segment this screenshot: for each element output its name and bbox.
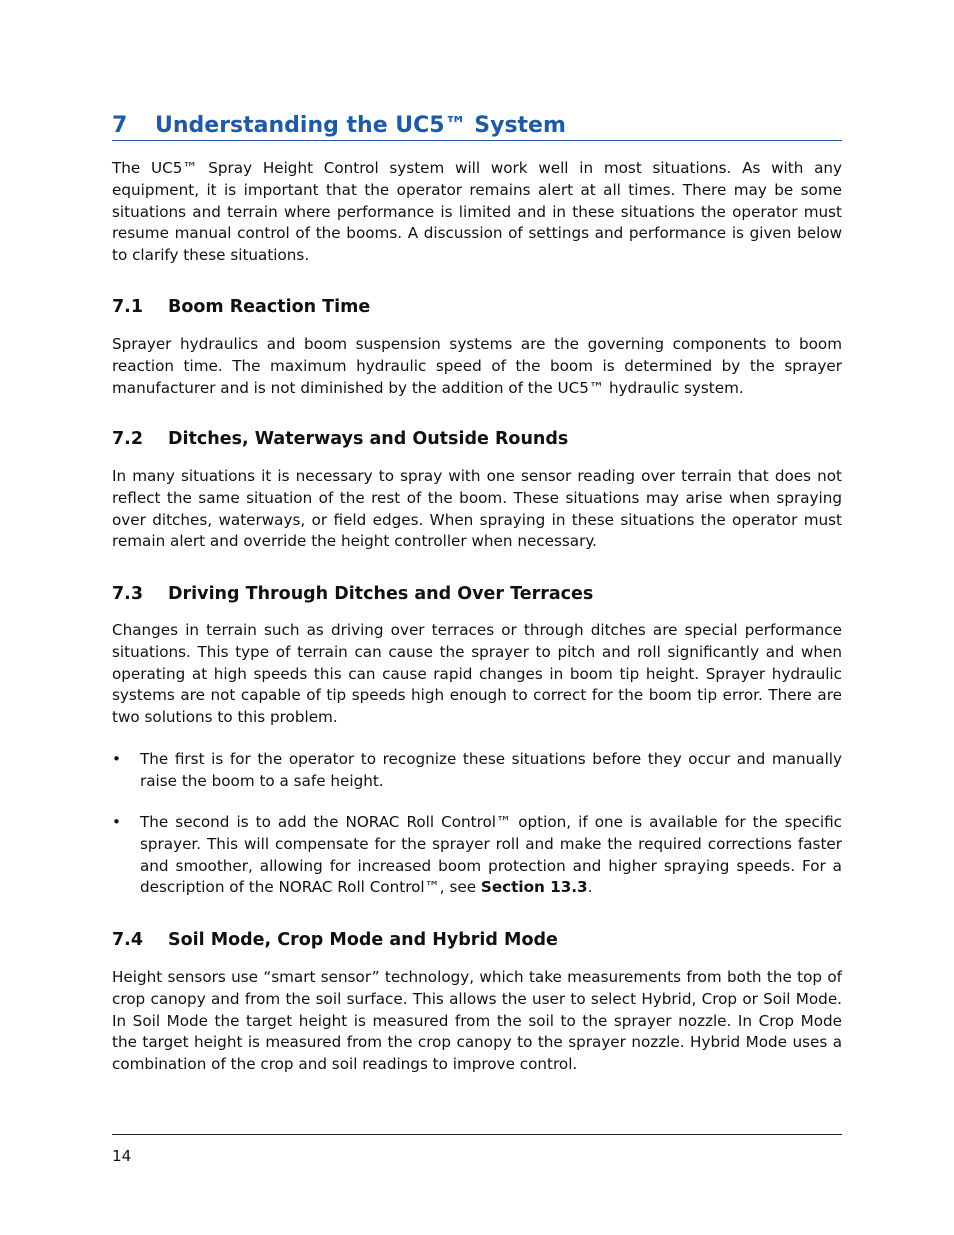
section-number: 7.2 [112,429,144,449]
section-number: 7.1 [112,297,144,317]
bullet-text-container [140,812,842,899]
section-title: Driving Through Ditches and Over Terraces [168,584,594,604]
section-body-7-4: Height sensors use “smart sensor” technology, which take measurements from both the top of crop canopy and from the soil surface. This allows the user to select Hybrid, Crop or Soil Mode. In Soil Mode the target height is measured from the soil to the sprayer nozzle. In Crop Mode the target height is measured from the crop canopy to the sprayer nozzle. Hybrid Mode uses a combination of the crop and soil readings to improve control. [112,968,842,1074]
section-heading-7-1 [112,296,842,318]
footer-divider [112,1134,842,1135]
page-number: 14 [112,1147,132,1165]
section-title: Boom Reaction Time [168,297,371,317]
section-number: 7.4 [112,930,144,950]
bullet-text-tail: . [587,878,593,897]
chapter-heading [112,112,842,141]
intro-paragraph: The UC5™ Spray Height Control system will work well in most situations. As with any equipment, it is important that the operator remains alert at all times. There may be some situations and terrain where performance is limited and in these situations the operator must resume manual control of the booms. A discussion of settings and performance is given below to clarify these situations. [112,159,842,265]
bullet-text: The second is to add the NORAC Roll Control™ option, if one is available for the specific sprayer. This will compensate for the sprayer roll and make the required corrections faster and smoother, allowing for increased boom protection and higher spraying speeds. For a description of the NORAC Roll Control™, see [140,813,842,897]
bullet-text: The first is for the operator to recognize these situations before they occur and manually raise the boom to a safe height. [140,750,842,790]
chapter-number: 7 [112,113,128,138]
section-heading-7-4 [112,929,842,951]
section-reference-link: Section 13.3 [480,878,588,897]
section-title: Soil Mode, Crop Mode and Hybrid Mode [168,930,558,950]
section-heading-7-2 [112,428,842,450]
chapter-title: Understanding the UC5™ System [155,113,566,138]
section-body-7-1: Sprayer hydraulics and boom suspension systems are the governing components to boom reaction time. The maximum hydraulic speed of the boom is determined by the sprayer manufacturer and is not diminished by the addition of the UC5™ hydraulic system. [112,335,842,397]
section-title: Ditches, Waterways and Outside Rounds [168,429,569,449]
section-number: 7.3 [112,584,144,604]
bullet-icon: • [112,750,121,768]
section-heading-7-3 [112,583,842,605]
bullet-item-first [112,749,842,793]
bullet-icon: • [112,813,121,831]
section-body-7-3: Changes in terrain such as driving over terraces or through ditches are special performance situations. This type of terrain can cause the sprayer to pitch and roll significantly and when operating at high speeds this can cause rapid changes in boom tip height. Sprayer hydraulic systems are not capable of tip speeds high enough to correct for the boom tip error. There are two solutions to this problem. [112,621,842,727]
bullet-item-second [112,812,842,899]
section-body-7-2: In many situations it is necessary to spray with one sensor reading over terrain that does not reflect the same situation of the rest of the boom. These situations may arise when spraying over ditches, waterways, or field edges. When spraying in these situations the operator must remain alert and override the height controller when necessary. [112,467,842,551]
